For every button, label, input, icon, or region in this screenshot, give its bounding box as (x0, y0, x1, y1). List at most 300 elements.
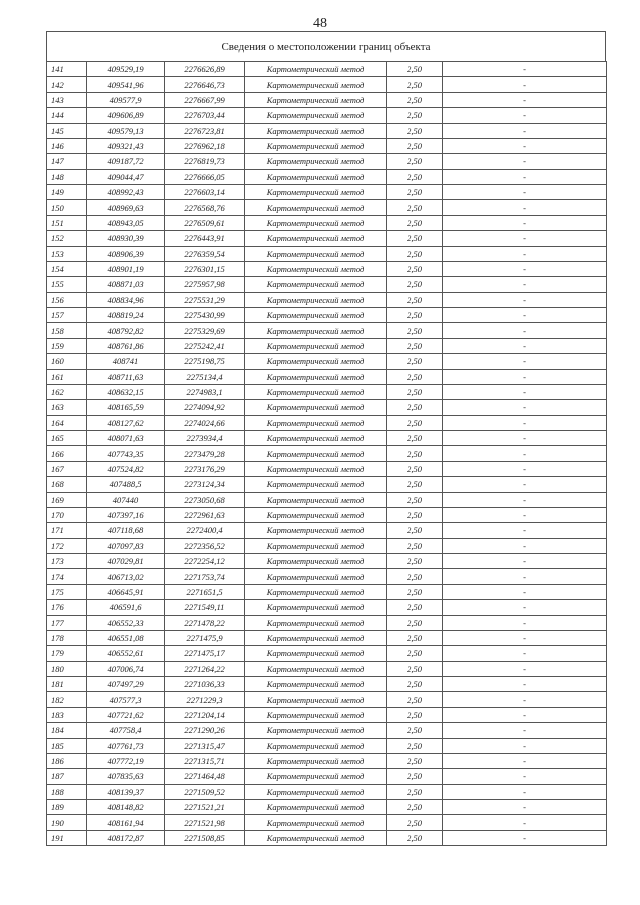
point-number-cell: 159 (47, 338, 87, 353)
method-cell: Картометрический метод (245, 400, 387, 415)
method-cell: Картометрический метод (245, 600, 387, 615)
accuracy-cell: 2,50 (387, 215, 443, 230)
description-cell: - (443, 246, 607, 261)
table-row (47, 261, 607, 276)
y-coordinate-cell: 2274024,66 (165, 415, 245, 430)
method-cell: Картометрический метод (245, 185, 387, 200)
accuracy-cell: 2,50 (387, 800, 443, 815)
description-cell: - (443, 261, 607, 276)
method-cell: Картометрический метод (245, 507, 387, 522)
point-number-cell: 152 (47, 231, 87, 246)
x-coordinate-cell: 408871,03 (87, 277, 165, 292)
y-coordinate-cell: 2272356,52 (165, 538, 245, 553)
point-number-cell: 189 (47, 800, 87, 815)
accuracy-cell: 2,50 (387, 431, 443, 446)
method-cell: Картометрический метод (245, 369, 387, 384)
y-coordinate-cell: 2271290,26 (165, 723, 245, 738)
table-row (47, 492, 607, 507)
table-row (47, 292, 607, 307)
x-coordinate-cell: 407397,16 (87, 507, 165, 522)
method-cell: Картометрический метод (245, 123, 387, 138)
accuracy-cell: 2,50 (387, 77, 443, 92)
table-row (47, 446, 607, 461)
point-number-cell: 183 (47, 707, 87, 722)
table-row (47, 277, 607, 292)
table-row (47, 692, 607, 707)
accuracy-cell: 2,50 (387, 677, 443, 692)
point-number-cell: 182 (47, 692, 87, 707)
method-cell: Картометрический метод (245, 784, 387, 799)
x-coordinate-cell: 407029,81 (87, 554, 165, 569)
point-number-cell: 157 (47, 308, 87, 323)
table-row (47, 630, 607, 645)
description-cell: - (443, 815, 607, 830)
point-number-cell: 172 (47, 538, 87, 553)
accuracy-cell: 2,50 (387, 200, 443, 215)
description-cell: - (443, 308, 607, 323)
table-title: Сведения о местоположении границ объекта (46, 31, 606, 61)
method-cell: Картометрический метод (245, 77, 387, 92)
x-coordinate-cell: 408071,63 (87, 431, 165, 446)
table-row (47, 215, 607, 230)
x-coordinate-cell: 408819,24 (87, 308, 165, 323)
method-cell: Картометрический метод (245, 723, 387, 738)
table-row (47, 569, 607, 584)
table-row (47, 815, 607, 830)
x-coordinate-cell: 408943,05 (87, 215, 165, 230)
x-coordinate-cell: 407721,62 (87, 707, 165, 722)
description-cell: - (443, 830, 607, 845)
method-cell: Картометрический метод (245, 538, 387, 553)
accuracy-cell: 2,50 (387, 646, 443, 661)
y-coordinate-cell: 2272254,12 (165, 554, 245, 569)
y-coordinate-cell: 2271521,21 (165, 800, 245, 815)
point-number-cell: 151 (47, 215, 87, 230)
point-number-cell: 155 (47, 277, 87, 292)
point-number-cell: 161 (47, 369, 87, 384)
point-number-cell: 179 (47, 646, 87, 661)
table-row (47, 753, 607, 768)
description-cell: - (443, 292, 607, 307)
y-coordinate-cell: 2271315,47 (165, 738, 245, 753)
description-cell: - (443, 77, 607, 92)
accuracy-cell: 2,50 (387, 492, 443, 507)
x-coordinate-cell: 406551,08 (87, 630, 165, 645)
method-cell: Картометрический метод (245, 338, 387, 353)
y-coordinate-cell: 2271204,14 (165, 707, 245, 722)
y-coordinate-cell: 2273934,4 (165, 431, 245, 446)
method-cell: Картометрический метод (245, 215, 387, 230)
y-coordinate-cell: 2276962,18 (165, 138, 245, 153)
x-coordinate-cell: 409321,43 (87, 138, 165, 153)
table-row (47, 62, 607, 77)
y-coordinate-cell: 2273050,68 (165, 492, 245, 507)
method-cell: Картометрический метод (245, 646, 387, 661)
description-cell: - (443, 431, 607, 446)
table-row (47, 769, 607, 784)
point-number-cell: 176 (47, 600, 87, 615)
x-coordinate-cell: 408792,82 (87, 323, 165, 338)
y-coordinate-cell: 2271315,71 (165, 753, 245, 768)
x-coordinate-cell: 406591,6 (87, 600, 165, 615)
table-row (47, 707, 607, 722)
accuracy-cell: 2,50 (387, 323, 443, 338)
method-cell: Картометрический метод (245, 354, 387, 369)
description-cell: - (443, 538, 607, 553)
y-coordinate-cell: 2276703,44 (165, 108, 245, 123)
accuracy-cell: 2,50 (387, 753, 443, 768)
y-coordinate-cell: 2276666,05 (165, 169, 245, 184)
method-cell: Картометрический метод (245, 753, 387, 768)
method-cell: Картометрический метод (245, 615, 387, 630)
method-cell: Картометрический метод (245, 231, 387, 246)
point-number-cell: 175 (47, 584, 87, 599)
point-number-cell: 177 (47, 615, 87, 630)
method-cell: Картометрический метод (245, 815, 387, 830)
table-row (47, 185, 607, 200)
point-number-cell: 178 (47, 630, 87, 645)
accuracy-cell: 2,50 (387, 108, 443, 123)
description-cell: - (443, 338, 607, 353)
accuracy-cell: 2,50 (387, 507, 443, 522)
accuracy-cell: 2,50 (387, 185, 443, 200)
x-coordinate-cell: 407488,5 (87, 477, 165, 492)
method-cell: Картометрический метод (245, 769, 387, 784)
y-coordinate-cell: 2274094,92 (165, 400, 245, 415)
point-number-cell: 165 (47, 431, 87, 446)
accuracy-cell: 2,50 (387, 292, 443, 307)
y-coordinate-cell: 2276646,73 (165, 77, 245, 92)
method-cell: Картометрический метод (245, 62, 387, 77)
point-number-cell: 141 (47, 62, 87, 77)
method-cell: Картометрический метод (245, 477, 387, 492)
x-coordinate-cell: 409577,9 (87, 92, 165, 107)
point-number-cell: 147 (47, 154, 87, 169)
point-number-cell: 145 (47, 123, 87, 138)
table-row (47, 738, 607, 753)
x-coordinate-cell: 407772,19 (87, 753, 165, 768)
description-cell: - (443, 185, 607, 200)
description-cell: - (443, 200, 607, 215)
point-number-cell: 153 (47, 246, 87, 261)
y-coordinate-cell: 2271475,17 (165, 646, 245, 661)
table-row (47, 138, 607, 153)
point-number-cell: 170 (47, 507, 87, 522)
table-row (47, 323, 607, 338)
y-coordinate-cell: 2273124,34 (165, 477, 245, 492)
accuracy-cell: 2,50 (387, 138, 443, 153)
x-coordinate-cell: 409579,13 (87, 123, 165, 138)
table-row (47, 615, 607, 630)
point-number-cell: 150 (47, 200, 87, 215)
y-coordinate-cell: 2276359,54 (165, 246, 245, 261)
description-cell: - (443, 92, 607, 107)
accuracy-cell: 2,50 (387, 384, 443, 399)
x-coordinate-cell: 407118,68 (87, 523, 165, 538)
point-number-cell: 166 (47, 446, 87, 461)
accuracy-cell: 2,50 (387, 446, 443, 461)
table-row (47, 431, 607, 446)
point-number-cell: 154 (47, 261, 87, 276)
table-row (47, 723, 607, 738)
accuracy-cell: 2,50 (387, 477, 443, 492)
y-coordinate-cell: 2271549,11 (165, 600, 245, 615)
point-number-cell: 184 (47, 723, 87, 738)
description-cell: - (443, 630, 607, 645)
description-cell: - (443, 507, 607, 522)
description-cell: - (443, 108, 607, 123)
accuracy-cell: 2,50 (387, 615, 443, 630)
description-cell: - (443, 769, 607, 784)
accuracy-cell: 2,50 (387, 231, 443, 246)
point-number-cell: 188 (47, 784, 87, 799)
method-cell: Картометрический метод (245, 800, 387, 815)
point-number-cell: 181 (47, 677, 87, 692)
table-row (47, 461, 607, 476)
table-row (47, 369, 607, 384)
y-coordinate-cell: 2276443,91 (165, 231, 245, 246)
x-coordinate-cell: 408834,96 (87, 292, 165, 307)
point-number-cell: 142 (47, 77, 87, 92)
description-cell: - (443, 692, 607, 707)
description-cell: - (443, 169, 607, 184)
description-cell: - (443, 384, 607, 399)
method-cell: Картометрический метод (245, 677, 387, 692)
method-cell: Картометрический метод (245, 261, 387, 276)
y-coordinate-cell: 2275957,98 (165, 277, 245, 292)
x-coordinate-cell: 409187,72 (87, 154, 165, 169)
method-cell: Картометрический метод (245, 323, 387, 338)
table-row (47, 246, 607, 261)
method-cell: Картометрический метод (245, 707, 387, 722)
coordinates-table-frame (46, 31, 606, 846)
table-row (47, 384, 607, 399)
coordinates-table (46, 61, 607, 846)
y-coordinate-cell: 2275134,4 (165, 369, 245, 384)
accuracy-cell: 2,50 (387, 784, 443, 799)
accuracy-cell: 2,50 (387, 769, 443, 784)
y-coordinate-cell: 2273176,29 (165, 461, 245, 476)
accuracy-cell: 2,50 (387, 815, 443, 830)
description-cell: - (443, 753, 607, 768)
description-cell: - (443, 400, 607, 415)
method-cell: Картометрический метод (245, 461, 387, 476)
y-coordinate-cell: 2273479,28 (165, 446, 245, 461)
point-number-cell: 168 (47, 477, 87, 492)
description-cell: - (443, 600, 607, 615)
x-coordinate-cell: 408930,39 (87, 231, 165, 246)
point-number-cell: 174 (47, 569, 87, 584)
y-coordinate-cell: 2271229,3 (165, 692, 245, 707)
x-coordinate-cell: 407006,74 (87, 661, 165, 676)
y-coordinate-cell: 2276819,73 (165, 154, 245, 169)
description-cell: - (443, 323, 607, 338)
y-coordinate-cell: 2271036,33 (165, 677, 245, 692)
x-coordinate-cell: 408148,82 (87, 800, 165, 815)
accuracy-cell: 2,50 (387, 584, 443, 599)
point-number-cell: 149 (47, 185, 87, 200)
description-cell: - (443, 62, 607, 77)
accuracy-cell: 2,50 (387, 461, 443, 476)
point-number-cell: 146 (47, 138, 87, 153)
x-coordinate-cell: 409541,96 (87, 77, 165, 92)
x-coordinate-cell: 408969,63 (87, 200, 165, 215)
y-coordinate-cell: 2271264,22 (165, 661, 245, 676)
method-cell: Картометрический метод (245, 446, 387, 461)
method-cell: Картометрический метод (245, 415, 387, 430)
table-row (47, 169, 607, 184)
table-row (47, 830, 607, 845)
description-cell: - (443, 477, 607, 492)
table-row (47, 784, 607, 799)
point-number-cell: 163 (47, 400, 87, 415)
description-cell: - (443, 277, 607, 292)
table-row (47, 354, 607, 369)
description-cell: - (443, 215, 607, 230)
description-cell: - (443, 800, 607, 815)
method-cell: Картометрический метод (245, 138, 387, 153)
table-row (47, 554, 607, 569)
table-row (47, 538, 607, 553)
x-coordinate-cell: 407097,83 (87, 538, 165, 553)
accuracy-cell: 2,50 (387, 554, 443, 569)
y-coordinate-cell: 2275198,75 (165, 354, 245, 369)
x-coordinate-cell: 406552,33 (87, 615, 165, 630)
y-coordinate-cell: 2275329,69 (165, 323, 245, 338)
accuracy-cell: 2,50 (387, 123, 443, 138)
point-number-cell: 162 (47, 384, 87, 399)
method-cell: Картометрический метод (245, 523, 387, 538)
point-number-cell: 186 (47, 753, 87, 768)
x-coordinate-cell: 408992,43 (87, 185, 165, 200)
description-cell: - (443, 369, 607, 384)
description-cell: - (443, 154, 607, 169)
accuracy-cell: 2,50 (387, 246, 443, 261)
method-cell: Картометрический метод (245, 292, 387, 307)
x-coordinate-cell: 408165,59 (87, 400, 165, 415)
description-cell: - (443, 738, 607, 753)
x-coordinate-cell: 408741 (87, 354, 165, 369)
point-number-cell: 167 (47, 461, 87, 476)
description-cell: - (443, 554, 607, 569)
accuracy-cell: 2,50 (387, 369, 443, 384)
y-coordinate-cell: 2274983,1 (165, 384, 245, 399)
method-cell: Картометрический метод (245, 169, 387, 184)
x-coordinate-cell: 408632,15 (87, 384, 165, 399)
x-coordinate-cell: 407835,63 (87, 769, 165, 784)
y-coordinate-cell: 2271651,5 (165, 584, 245, 599)
table-row (47, 123, 607, 138)
point-number-cell: 144 (47, 108, 87, 123)
table-row (47, 77, 607, 92)
accuracy-cell: 2,50 (387, 277, 443, 292)
x-coordinate-cell: 408711,63 (87, 369, 165, 384)
y-coordinate-cell: 2276509,61 (165, 215, 245, 230)
x-coordinate-cell: 408172,87 (87, 830, 165, 845)
method-cell: Картометрический метод (245, 431, 387, 446)
x-coordinate-cell: 408906,39 (87, 246, 165, 261)
table-row (47, 338, 607, 353)
table-row (47, 523, 607, 538)
point-number-cell: 180 (47, 661, 87, 676)
accuracy-cell: 2,50 (387, 538, 443, 553)
method-cell: Картометрический метод (245, 569, 387, 584)
accuracy-cell: 2,50 (387, 415, 443, 430)
method-cell: Картометрический метод (245, 584, 387, 599)
method-cell: Картометрический метод (245, 692, 387, 707)
table-row (47, 400, 607, 415)
point-number-cell: 169 (47, 492, 87, 507)
table-row (47, 200, 607, 215)
y-coordinate-cell: 2272961,63 (165, 507, 245, 522)
y-coordinate-cell: 2275430,99 (165, 308, 245, 323)
description-cell: - (443, 354, 607, 369)
y-coordinate-cell: 2271478,22 (165, 615, 245, 630)
description-cell: - (443, 523, 607, 538)
accuracy-cell: 2,50 (387, 354, 443, 369)
x-coordinate-cell: 406552,61 (87, 646, 165, 661)
method-cell: Картометрический метод (245, 492, 387, 507)
x-coordinate-cell: 409529,19 (87, 62, 165, 77)
table-row (47, 661, 607, 676)
y-coordinate-cell: 2276603,14 (165, 185, 245, 200)
accuracy-cell: 2,50 (387, 400, 443, 415)
x-coordinate-cell: 408139,37 (87, 784, 165, 799)
table-row (47, 415, 607, 430)
table-row (47, 92, 607, 107)
description-cell: - (443, 446, 607, 461)
x-coordinate-cell: 409606,89 (87, 108, 165, 123)
table-row (47, 507, 607, 522)
table-row (47, 108, 607, 123)
table-row (47, 584, 607, 599)
x-coordinate-cell: 407761,73 (87, 738, 165, 753)
x-coordinate-cell: 406645,91 (87, 584, 165, 599)
x-coordinate-cell: 408901,19 (87, 261, 165, 276)
method-cell: Картометрический метод (245, 630, 387, 645)
description-cell: - (443, 584, 607, 599)
x-coordinate-cell: 409044,47 (87, 169, 165, 184)
point-number-cell: 164 (47, 415, 87, 430)
method-cell: Картометрический метод (245, 246, 387, 261)
method-cell: Картометрический метод (245, 384, 387, 399)
table-row (47, 677, 607, 692)
description-cell: - (443, 615, 607, 630)
x-coordinate-cell: 407743,35 (87, 446, 165, 461)
x-coordinate-cell: 406713,02 (87, 569, 165, 584)
y-coordinate-cell: 2271508,85 (165, 830, 245, 845)
table-row (47, 646, 607, 661)
accuracy-cell: 2,50 (387, 661, 443, 676)
accuracy-cell: 2,50 (387, 630, 443, 645)
point-number-cell: 185 (47, 738, 87, 753)
y-coordinate-cell: 2271753,74 (165, 569, 245, 584)
method-cell: Картометрический метод (245, 661, 387, 676)
accuracy-cell: 2,50 (387, 707, 443, 722)
description-cell: - (443, 123, 607, 138)
table-row (47, 231, 607, 246)
method-cell: Картометрический метод (245, 554, 387, 569)
accuracy-cell: 2,50 (387, 723, 443, 738)
point-number-cell: 160 (47, 354, 87, 369)
accuracy-cell: 2,50 (387, 692, 443, 707)
point-number-cell: 187 (47, 769, 87, 784)
description-cell: - (443, 231, 607, 246)
description-cell: - (443, 784, 607, 799)
description-cell: - (443, 461, 607, 476)
description-cell: - (443, 569, 607, 584)
accuracy-cell: 2,50 (387, 830, 443, 845)
